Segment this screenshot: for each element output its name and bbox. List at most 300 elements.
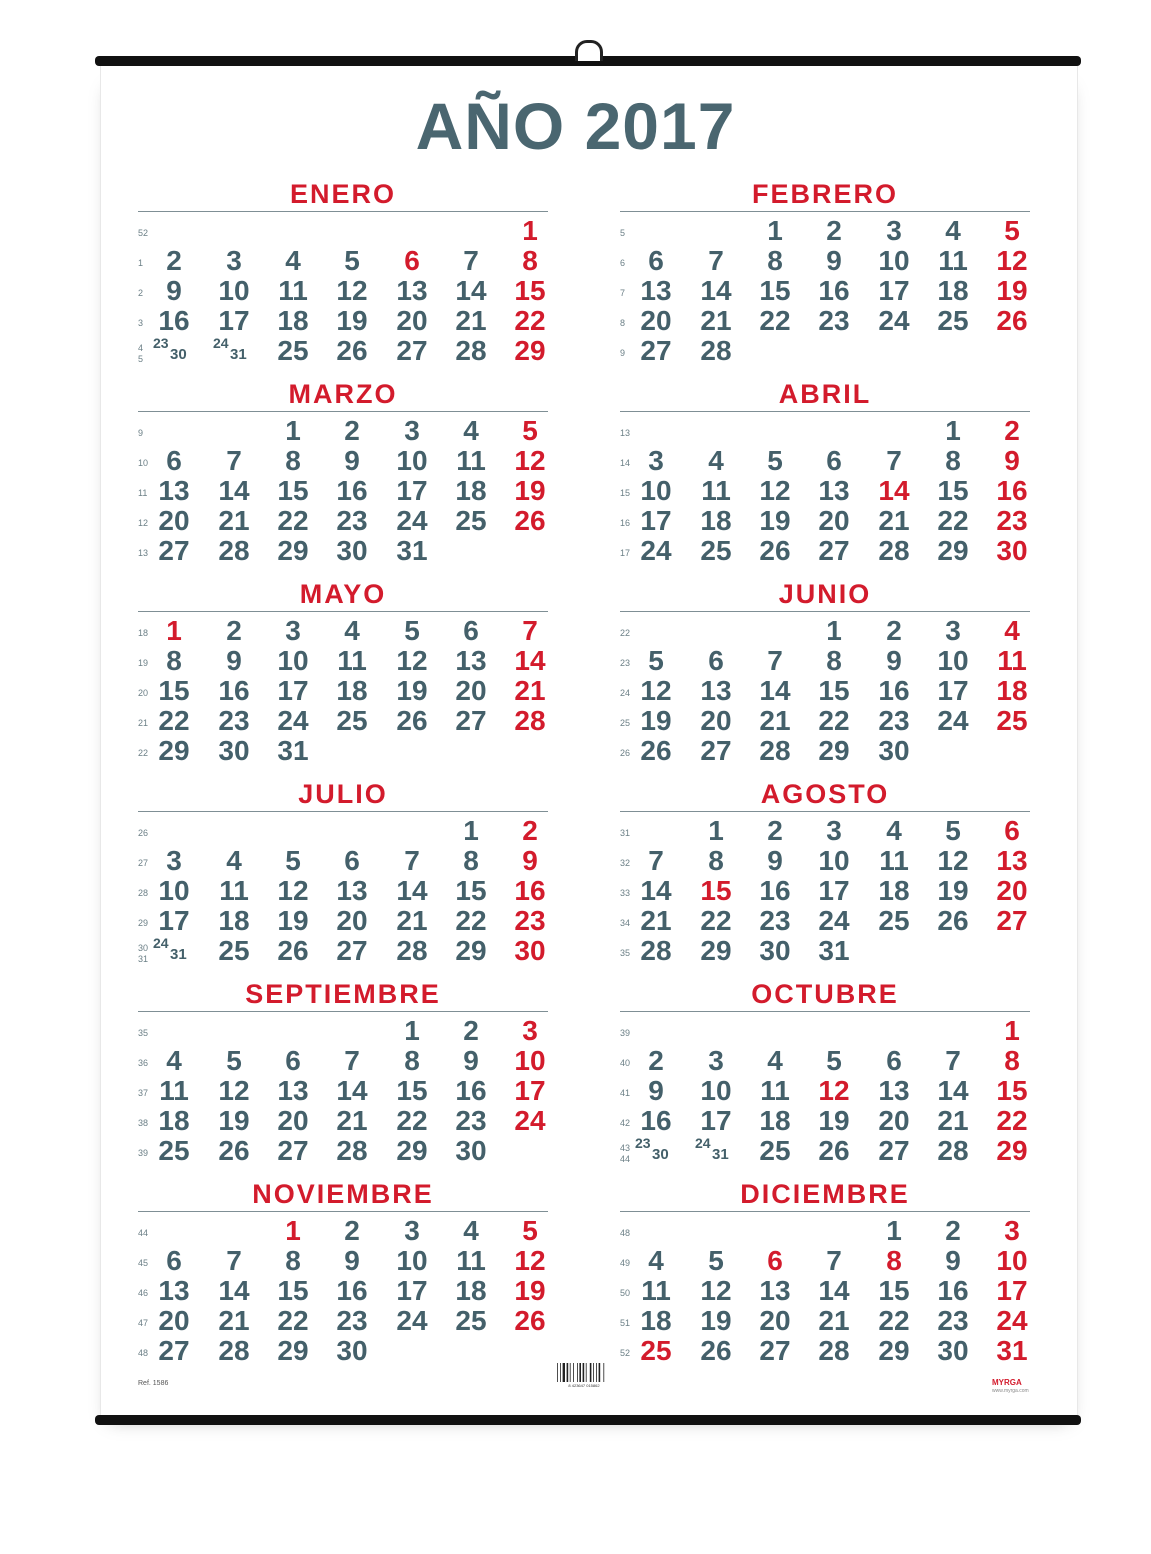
day-number: 18 — [218, 905, 250, 936]
day-number: 14 — [218, 475, 250, 506]
month-marzo — [138, 380, 548, 570]
day-number: 3 — [886, 215, 902, 246]
week-number: 50 — [620, 1288, 631, 1298]
day-number: 26 — [396, 705, 428, 736]
day-number: 21 — [336, 1105, 368, 1136]
day-number: 5 — [344, 245, 360, 276]
day-number: 16 — [996, 475, 1028, 506]
day-number: 26 — [937, 905, 969, 936]
week-number: 28 — [138, 888, 149, 898]
day-number: 9 — [826, 245, 842, 276]
day-number: 30 — [514, 935, 546, 966]
brand-logo: MYRGA — [992, 1378, 1022, 1387]
day-number: 12 — [818, 1075, 850, 1106]
day-number: 1 — [166, 615, 182, 646]
week-row — [620, 846, 1030, 876]
month-mayo — [138, 580, 548, 770]
day-number: 28 — [700, 335, 732, 366]
day-number: 23 — [635, 1135, 651, 1151]
day-number: 12 — [640, 675, 672, 706]
day-number: 20 — [158, 1305, 190, 1336]
day-number: 20 — [455, 675, 487, 706]
day-number: 26 — [818, 1135, 850, 1166]
day-number: 7 — [826, 1245, 842, 1276]
day-number: 16 — [640, 1105, 672, 1136]
day-number: 4 — [1004, 615, 1020, 646]
day-number: 24 — [153, 935, 169, 951]
day-number: 27 — [336, 935, 368, 966]
day-number: 13 — [818, 475, 850, 506]
day-number: 11 — [159, 1075, 189, 1106]
day-number: 23 — [336, 1305, 368, 1336]
day-number: 18 — [759, 1105, 791, 1136]
barcode-number: 8 423647 015862 — [568, 1383, 600, 1388]
day-number: 19 — [937, 875, 969, 906]
day-number: 1 — [404, 1015, 420, 1046]
day-number: 20 — [640, 305, 672, 336]
month-divider — [620, 1211, 1030, 1212]
day-number: 14 — [700, 275, 732, 306]
month-name: FEBRERO — [751, 179, 898, 209]
day-number: 28 — [640, 935, 672, 966]
day-number: 17 — [640, 505, 672, 536]
week-number: 48 — [138, 1348, 149, 1358]
week-number: 7 — [620, 288, 626, 298]
calendar-title: AÑO 2017 — [415, 89, 736, 163]
day-number: 29 — [455, 935, 487, 966]
day-number: 21 — [640, 905, 672, 936]
day-number: 29 — [937, 535, 969, 566]
day-number: 28 — [759, 735, 791, 766]
day-number: 2 — [522, 815, 538, 846]
day-number: 30 — [937, 1335, 969, 1366]
week-row — [138, 676, 548, 706]
week-row — [620, 736, 1030, 766]
day-number: 25 — [996, 705, 1028, 736]
week-number: 9 — [138, 428, 144, 438]
day-number: 1 — [463, 815, 479, 846]
week-number: 35 — [620, 948, 631, 958]
month-abril — [620, 380, 1030, 570]
week-number: 13 — [138, 548, 149, 558]
day-number: 26 — [218, 1135, 250, 1166]
day-number: 10 — [218, 275, 250, 306]
week-row — [620, 906, 1030, 936]
day-number: 26 — [700, 1335, 732, 1366]
day-number: 28 — [514, 705, 546, 736]
week-row — [620, 1336, 1030, 1366]
week-number: 32 — [620, 858, 631, 868]
day-number: 29 — [996, 1135, 1028, 1166]
week-row — [620, 246, 1030, 276]
brand-url: www.myrga.com — [992, 1388, 1029, 1394]
week-number: 13 — [620, 428, 631, 438]
day-number: 9 — [648, 1075, 664, 1106]
day-number: 7 — [404, 845, 420, 876]
week-number: 22 — [138, 748, 149, 758]
day-number: 8 — [285, 1245, 301, 1276]
week-number: 9 — [620, 348, 626, 358]
day-number: 10 — [818, 845, 850, 876]
day-number: 3 — [404, 415, 420, 446]
day-number: 15 — [996, 1075, 1028, 1106]
day-number: 21 — [218, 505, 250, 536]
day-cell-split — [633, 1136, 679, 1166]
day-number: 19 — [336, 305, 368, 336]
week-number: 26 — [138, 828, 149, 838]
day-number: 2 — [226, 615, 242, 646]
week-row — [138, 446, 548, 476]
week-number: 43 — [620, 1143, 631, 1153]
day-number: 9 — [767, 845, 783, 876]
day-number: 27 — [158, 535, 190, 566]
day-number: 9 — [226, 645, 242, 676]
day-number: 14 — [336, 1075, 368, 1106]
day-number: 1 — [1004, 1015, 1020, 1046]
day-number: 29 — [514, 335, 546, 366]
day-number: 25 — [640, 1335, 672, 1366]
day-number: 19 — [396, 675, 428, 706]
day-number: 5 — [767, 445, 783, 476]
day-number: 2 — [886, 615, 902, 646]
day-number: 25 — [218, 935, 250, 966]
week-row — [620, 506, 1030, 536]
week-row — [138, 416, 548, 446]
day-number: 7 — [886, 445, 902, 476]
day-number: 13 — [996, 845, 1028, 876]
month-divider — [138, 1011, 548, 1012]
day-number: 26 — [996, 305, 1028, 336]
day-number: 15 — [396, 1075, 428, 1106]
day-number: 30 — [218, 735, 250, 766]
month-divider — [620, 1011, 1030, 1012]
week-number: 5 — [138, 354, 144, 364]
day-number: 2 — [648, 1045, 664, 1076]
day-cell-split — [693, 1136, 739, 1166]
day-number: 12 — [996, 245, 1028, 276]
day-number: 1 — [708, 815, 724, 846]
day-number: 28 — [818, 1335, 850, 1366]
day-number: 19 — [759, 505, 791, 536]
day-number: 8 — [463, 845, 479, 876]
day-number: 16 — [759, 875, 791, 906]
week-number: 46 — [138, 1288, 149, 1298]
day-number: 6 — [344, 845, 360, 876]
day-number: 1 — [285, 415, 301, 446]
day-number: 1 — [945, 415, 961, 446]
week-row — [138, 906, 548, 936]
week-row — [138, 936, 548, 966]
day-number: 6 — [826, 445, 842, 476]
month-divider — [620, 611, 1030, 612]
day-number: 16 — [455, 1075, 487, 1106]
day-number: 9 — [166, 275, 182, 306]
day-number: 8 — [522, 245, 538, 276]
day-number: 17 — [878, 275, 910, 306]
day-number: 18 — [336, 675, 368, 706]
week-row — [138, 1216, 548, 1246]
day-number: 25 — [277, 335, 309, 366]
week-number: 17 — [620, 548, 631, 558]
week-number: 49 — [620, 1258, 631, 1268]
week-number: 45 — [138, 1258, 149, 1268]
day-number: 5 — [945, 815, 961, 846]
day-number: 19 — [640, 705, 672, 736]
week-row — [620, 1106, 1030, 1136]
month-julio — [138, 780, 548, 970]
week-number: 27 — [138, 858, 149, 868]
day-number: 24 — [213, 335, 229, 351]
hanger-loop — [575, 40, 603, 61]
day-number: 6 — [886, 1045, 902, 1076]
day-number: 15 — [455, 875, 487, 906]
day-number: 13 — [640, 275, 672, 306]
day-number: 16 — [218, 675, 250, 706]
day-number: 10 — [640, 475, 672, 506]
day-number: 30 — [455, 1135, 487, 1166]
month-divider — [138, 611, 548, 612]
day-number: 16 — [158, 305, 190, 336]
day-number: 21 — [878, 505, 910, 536]
week-row — [620, 1216, 1030, 1246]
day-number: 30 — [336, 535, 368, 566]
day-number: 23 — [336, 505, 368, 536]
week-number: 5 — [620, 228, 626, 238]
day-number: 19 — [514, 475, 546, 506]
day-number: 7 — [344, 1045, 360, 1076]
day-number: 7 — [708, 245, 724, 276]
week-row — [620, 1136, 1030, 1166]
week-number: 42 — [620, 1118, 631, 1128]
day-number: 20 — [996, 875, 1028, 906]
day-number: 15 — [937, 475, 969, 506]
day-number: 20 — [396, 305, 428, 336]
week-row — [138, 1046, 548, 1076]
day-number: 24 — [878, 305, 910, 336]
day-number: 3 — [826, 815, 842, 846]
day-number: 28 — [218, 1335, 250, 1366]
day-number: 30 — [878, 735, 910, 766]
day-number: 6 — [166, 1245, 182, 1276]
week-number: 34 — [620, 918, 631, 928]
day-number: 31 — [818, 935, 850, 966]
day-number: 4 — [166, 1045, 182, 1076]
day-number: 12 — [759, 475, 791, 506]
day-number: 21 — [700, 305, 732, 336]
day-number: 14 — [878, 475, 910, 506]
week-number: 6 — [620, 258, 626, 268]
day-number: 31 — [230, 346, 247, 363]
day-number: 8 — [708, 845, 724, 876]
week-number: 52 — [620, 1348, 631, 1358]
day-number: 17 — [396, 475, 428, 506]
day-number: 25 — [937, 305, 969, 336]
day-number: 11 — [337, 645, 367, 676]
month-agosto — [620, 780, 1030, 970]
day-number: 10 — [996, 1245, 1028, 1276]
week-number: 47 — [138, 1318, 149, 1328]
day-number: 22 — [277, 1305, 309, 1336]
day-number: 8 — [826, 645, 842, 676]
week-number: 40 — [620, 1058, 631, 1068]
day-number: 8 — [285, 445, 301, 476]
day-number: 7 — [522, 615, 538, 646]
day-number: 19 — [277, 905, 309, 936]
week-number: 31 — [620, 828, 631, 838]
month-divider — [138, 1211, 548, 1212]
day-number: 15 — [514, 275, 546, 306]
day-number: 5 — [826, 1045, 842, 1076]
day-number: 5 — [708, 1245, 724, 1276]
day-number: 3 — [1004, 1215, 1020, 1246]
day-number: 19 — [818, 1105, 850, 1136]
day-number: 11 — [641, 1275, 671, 1306]
day-number: 10 — [878, 245, 910, 276]
day-number: 2 — [1004, 415, 1020, 446]
day-number: 18 — [277, 305, 309, 336]
day-number: 24 — [937, 705, 969, 736]
day-number: 8 — [1004, 1045, 1020, 1076]
day-number: 23 — [759, 905, 791, 936]
day-number: 2 — [826, 215, 842, 246]
day-number: 6 — [285, 1045, 301, 1076]
day-number: 31 — [712, 1146, 729, 1163]
week-number: 11 — [138, 488, 148, 498]
day-number: 10 — [277, 645, 309, 676]
day-number: 6 — [708, 645, 724, 676]
day-number: 25 — [700, 535, 732, 566]
month-name: JULIO — [298, 779, 388, 809]
day-number: 4 — [344, 615, 360, 646]
day-number: 28 — [218, 535, 250, 566]
day-number: 15 — [277, 1275, 309, 1306]
day-number: 13 — [878, 1075, 910, 1106]
month-divider — [620, 811, 1030, 812]
week-row — [620, 306, 1030, 336]
day-number: 23 — [937, 1305, 969, 1336]
day-number: 22 — [818, 705, 850, 736]
week-number: 52 — [138, 228, 149, 238]
day-number: 18 — [158, 1105, 190, 1136]
day-number: 7 — [767, 645, 783, 676]
day-number: 5 — [522, 415, 538, 446]
day-number: 11 — [456, 445, 486, 476]
day-number: 18 — [878, 875, 910, 906]
week-row — [138, 616, 548, 646]
week-number: 1 — [138, 258, 144, 268]
week-number: 38 — [138, 1118, 149, 1128]
day-number: 7 — [226, 1245, 242, 1276]
day-number: 21 — [514, 675, 546, 706]
day-number: 23 — [218, 705, 250, 736]
day-number: 13 — [277, 1075, 309, 1106]
week-row — [138, 246, 548, 276]
month-name: MARZO — [288, 379, 398, 409]
day-number: 21 — [818, 1305, 850, 1336]
month-divider — [138, 211, 548, 212]
day-number: 8 — [166, 645, 182, 676]
day-number: 18 — [996, 675, 1028, 706]
week-number: 37 — [138, 1088, 149, 1098]
day-number: 26 — [640, 735, 672, 766]
day-number: 1 — [522, 215, 538, 246]
week-row — [138, 336, 548, 366]
month-divider — [138, 411, 548, 412]
week-row — [620, 446, 1030, 476]
week-row — [138, 1016, 548, 1046]
day-number: 9 — [463, 1045, 479, 1076]
day-number: 13 — [396, 275, 428, 306]
day-number: 14 — [818, 1275, 850, 1306]
day-number: 11 — [278, 275, 308, 306]
day-number: 14 — [218, 1275, 250, 1306]
week-number: 3 — [138, 318, 144, 328]
week-number: 26 — [620, 748, 631, 758]
day-number: 3 — [648, 445, 664, 476]
day-number: 21 — [396, 905, 428, 936]
day-number: 17 — [277, 675, 309, 706]
day-number: 28 — [396, 935, 428, 966]
day-number: 29 — [878, 1335, 910, 1366]
day-number: 26 — [277, 935, 309, 966]
day-number: 6 — [767, 1245, 783, 1276]
day-number: 2 — [166, 245, 182, 276]
week-number: 19 — [138, 658, 149, 668]
month-divider — [138, 811, 548, 812]
day-number: 15 — [277, 475, 309, 506]
week-row — [620, 816, 1030, 846]
day-number: 18 — [640, 1305, 672, 1336]
day-number: 17 — [818, 875, 850, 906]
month-name: OCTUBRE — [751, 979, 899, 1009]
day-number: 13 — [158, 475, 190, 506]
day-number: 20 — [158, 505, 190, 536]
day-number: 28 — [455, 335, 487, 366]
day-number: 20 — [818, 505, 850, 536]
month-diciembre — [620, 1180, 1030, 1370]
week-number: 10 — [138, 458, 149, 468]
day-number: 6 — [1004, 815, 1020, 846]
day-number: 4 — [463, 415, 479, 446]
day-number: 16 — [336, 475, 368, 506]
day-number: 10 — [396, 445, 428, 476]
day-number: 22 — [937, 505, 969, 536]
week-row — [138, 476, 548, 506]
week-number: 20 — [138, 688, 149, 698]
day-number: 27 — [158, 1335, 190, 1366]
day-number: 17 — [700, 1105, 732, 1136]
day-number: 1 — [767, 215, 783, 246]
day-number: 17 — [396, 1275, 428, 1306]
day-number: 24 — [996, 1305, 1028, 1336]
day-number: 29 — [277, 1335, 309, 1366]
day-number: 12 — [514, 445, 546, 476]
day-number: 2 — [344, 1215, 360, 1246]
day-number: 20 — [759, 1305, 791, 1336]
day-number: 5 — [648, 645, 664, 676]
day-number: 15 — [818, 675, 850, 706]
week-row — [620, 706, 1030, 736]
day-number: 26 — [759, 535, 791, 566]
day-number: 11 — [997, 645, 1027, 676]
day-cell-split — [151, 336, 197, 366]
day-number: 30 — [170, 346, 187, 363]
day-number: 29 — [700, 935, 732, 966]
day-number: 22 — [158, 705, 190, 736]
week-number: 39 — [620, 1028, 631, 1038]
day-number: 25 — [158, 1135, 190, 1166]
week-row — [620, 1246, 1030, 1276]
